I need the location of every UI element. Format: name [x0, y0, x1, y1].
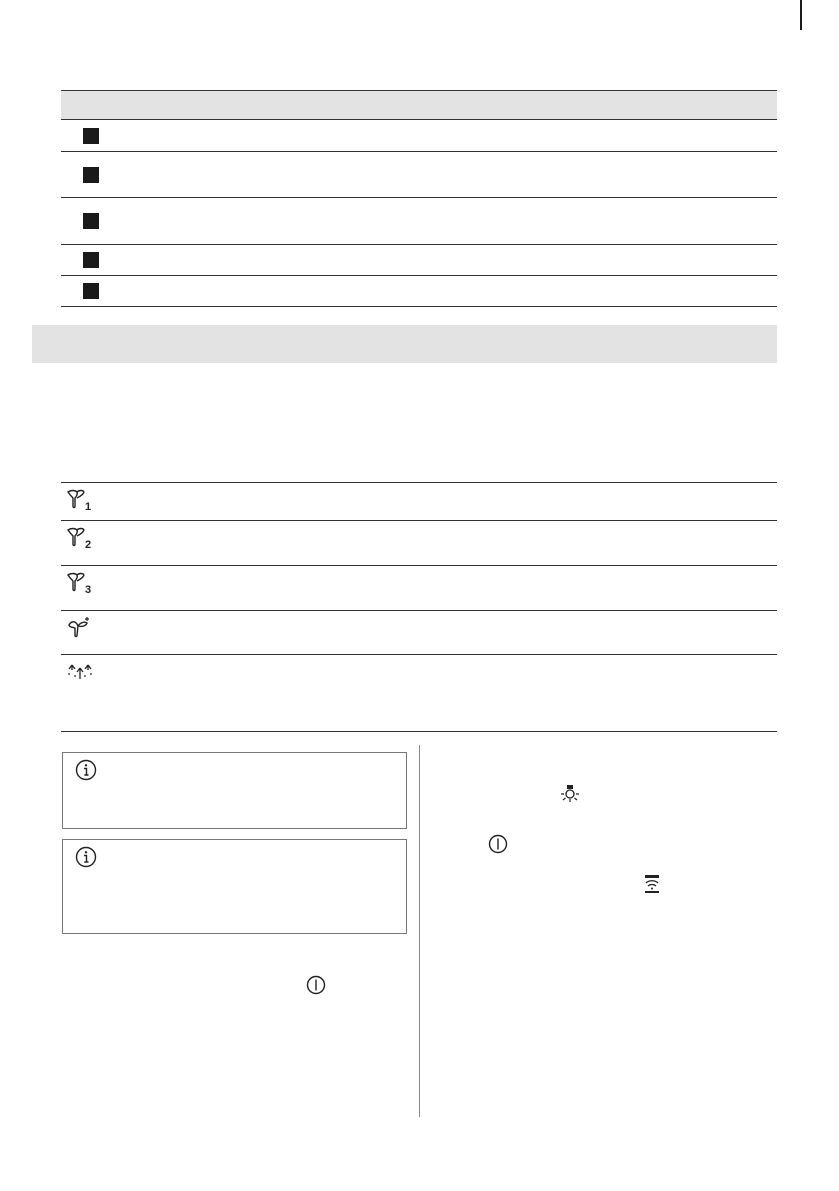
- info-note-box: [62, 752, 407, 829]
- black-square-marker: [83, 213, 99, 229]
- table-row: [61, 483, 777, 521]
- black-square-marker: [83, 252, 99, 268]
- table-row: [61, 245, 777, 276]
- info-note-box: [62, 839, 407, 934]
- controls-table: [61, 482, 777, 732]
- table-row: [61, 521, 777, 566]
- column-divider: [419, 745, 420, 1117]
- section-heading-band: [32, 325, 777, 363]
- fan-speed-3-icon: [65, 572, 95, 594]
- info-icon: [75, 759, 97, 781]
- svg-text:1: 1: [85, 501, 92, 513]
- black-square-marker: [83, 167, 99, 183]
- fan-speed-2-icon: [65, 527, 95, 549]
- power-icon: [306, 975, 326, 995]
- marker-table-header: [61, 90, 777, 120]
- marker-table: [61, 90, 777, 307]
- table-row: [61, 276, 777, 307]
- power-icon: [488, 834, 508, 854]
- black-square-marker: [83, 283, 99, 299]
- light-icon: [559, 785, 581, 807]
- table-row: [61, 655, 777, 732]
- page-corner-mark: [800, 0, 802, 30]
- breeze-icon: [65, 661, 95, 683]
- table-row: [61, 611, 777, 655]
- fan-boost-icon: [65, 617, 95, 639]
- table-row: [61, 566, 777, 611]
- table-row: [61, 152, 777, 198]
- hob2hood-icon: [642, 875, 662, 895]
- table-row: [61, 198, 777, 245]
- svg-text:2: 2: [85, 539, 92, 551]
- fan-speed-1-icon: [65, 489, 95, 511]
- info-icon: [75, 846, 97, 868]
- svg-text:3: 3: [85, 584, 92, 596]
- table-row: [61, 120, 777, 152]
- black-square-marker: [83, 128, 99, 144]
